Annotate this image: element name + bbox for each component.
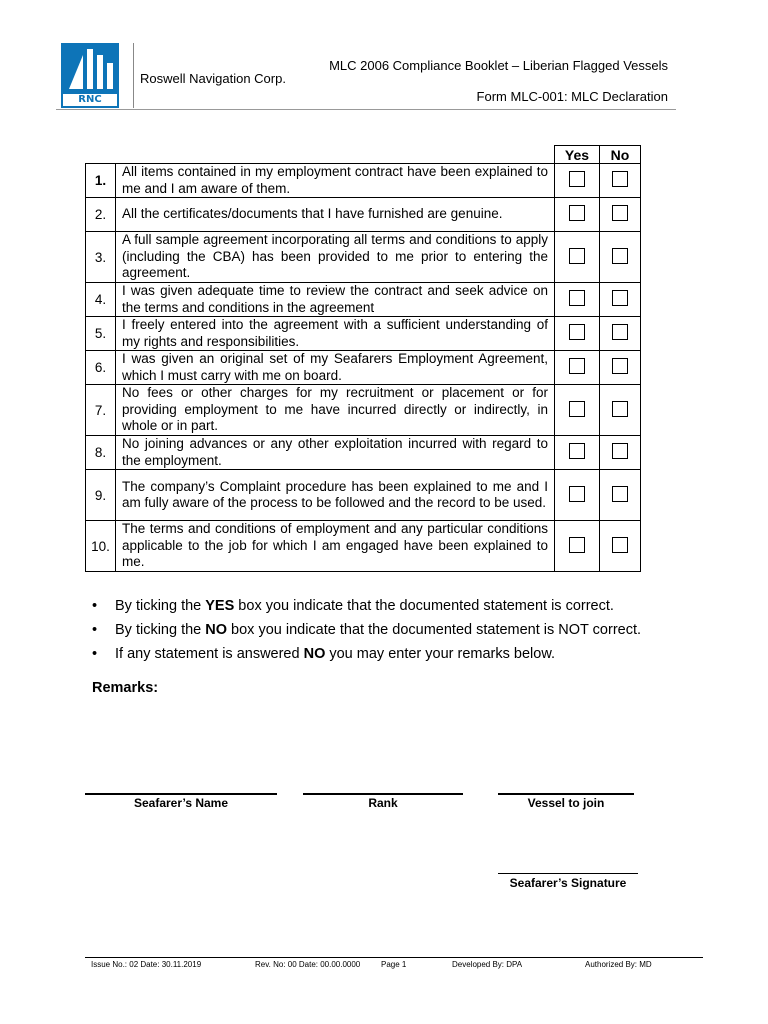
company-name: Roswell Navigation Corp. <box>140 71 286 86</box>
instructions-list <box>92 597 641 669</box>
no-cell <box>600 470 641 521</box>
no-checkbox[interactable] <box>612 290 628 306</box>
footer-page: Page 1 <box>381 960 407 969</box>
rank-label: Rank <box>368 796 398 810</box>
row-statement: All items contained in my employment contract have been explained to me and I am aware of them. <box>116 164 555 198</box>
yes-cell <box>555 164 600 198</box>
yes-checkbox[interactable] <box>569 358 585 374</box>
declaration-row <box>86 436 641 470</box>
footer-issue: Issue No.: 02 Date: 30.11.2019 <box>91 960 202 969</box>
no-checkbox[interactable] <box>612 401 628 417</box>
row-statement: I was given adequate time to review the contract and seek advice on the terms and conditions in the agreement <box>116 283 555 317</box>
row-statement: I freely entered into the agreement with a sufficient understanding of my rights and responsibilities. <box>116 317 555 351</box>
yes-checkbox[interactable] <box>569 401 585 417</box>
no-cell <box>600 164 641 198</box>
yes-cell <box>555 436 600 470</box>
yes-cell <box>555 198 600 232</box>
declaration-row <box>86 351 641 385</box>
yes-cell <box>555 521 600 572</box>
yes-checkbox[interactable] <box>569 443 585 459</box>
yes-cell <box>555 317 600 351</box>
document-title: MLC 2006 Compliance Booklet – Liberian Flagged Vessels <box>329 58 668 73</box>
row-number: 5. <box>86 317 116 351</box>
yes-checkbox[interactable] <box>569 486 585 502</box>
declaration-row <box>86 470 641 521</box>
yes-cell <box>555 351 600 385</box>
no-cell <box>600 198 641 232</box>
yes-checkbox[interactable] <box>569 205 585 221</box>
no-checkbox[interactable] <box>612 486 628 502</box>
row-statement: A full sample agreement incorporating all terms and conditions to apply (including the CBA) has been provided to me prior to entering the agreement. <box>116 232 555 283</box>
no-checkbox[interactable] <box>612 171 628 187</box>
no-cell <box>600 521 641 572</box>
no-cell <box>600 351 641 385</box>
footer-revision: Rev. No: 00 Date: 00.00.0000 <box>255 960 361 969</box>
seafarer-name-label: Seafarer’s Name <box>133 796 229 810</box>
row-number: 7. <box>86 385 116 436</box>
footer-rule <box>85 957 703 958</box>
yes-checkbox[interactable] <box>569 324 585 340</box>
row-number: 9. <box>86 470 116 521</box>
row-number: 4. <box>86 283 116 317</box>
no-checkbox[interactable] <box>612 205 628 221</box>
no-cell <box>600 317 641 351</box>
remarks-label: Remarks: <box>92 680 159 696</box>
row-number: 6. <box>86 351 116 385</box>
row-statement: No fees or other charges for my recruitment or placement or for providing employment to me have incurred directly or indirectly, in whole or in part. <box>116 385 555 436</box>
seafarer-name-line[interactable] <box>85 793 277 795</box>
declaration-row <box>86 521 641 572</box>
yes-column-header: Yes <box>555 146 600 164</box>
no-checkbox[interactable] <box>612 358 628 374</box>
row-number: 8. <box>86 436 116 470</box>
yes-checkbox[interactable] <box>569 537 585 553</box>
no-checkbox[interactable] <box>612 443 628 459</box>
row-statement: I was given an original set of my Seafarers Employment Agreement, which I must carry with me on board. <box>116 351 555 385</box>
declaration-row <box>86 317 641 351</box>
row-number: 2. <box>86 198 116 232</box>
declaration-row <box>86 164 641 198</box>
instruction-item: • By ticking the YES box you indicate that the documented statement is correct. <box>92 598 614 614</box>
footer-developed: Developed By: DPA <box>452 960 523 969</box>
logo-text: RNC <box>63 94 117 106</box>
row-statement: All the certificates/documents that I have furnished are genuine. <box>116 198 555 232</box>
page-header <box>56 40 676 110</box>
header-rule <box>56 109 676 110</box>
no-checkbox[interactable] <box>612 537 628 553</box>
no-cell <box>600 232 641 283</box>
declaration-row <box>86 198 641 232</box>
yes-checkbox[interactable] <box>569 248 585 264</box>
no-cell <box>600 283 641 317</box>
signature-label: Seafarer’s Signature <box>509 876 627 890</box>
no-checkbox[interactable] <box>612 248 628 264</box>
instruction-item: • By ticking the NO box you indicate that the documented statement is NOT correct. <box>92 622 642 638</box>
yes-checkbox[interactable] <box>569 290 585 306</box>
no-column-header: No <box>600 146 641 164</box>
header-divider <box>133 43 134 108</box>
no-cell <box>600 385 641 436</box>
vessel-line[interactable] <box>498 793 634 795</box>
vessel-label: Vessel to join <box>527 796 605 810</box>
rank-line[interactable] <box>303 793 463 795</box>
declaration-table <box>85 145 641 572</box>
yes-cell <box>555 232 600 283</box>
company-logo <box>61 43 119 108</box>
yes-cell <box>555 470 600 521</box>
declaration-row <box>86 283 641 317</box>
no-checkbox[interactable] <box>612 324 628 340</box>
declaration-row <box>86 232 641 283</box>
row-number: 10. <box>86 521 116 572</box>
signature-line[interactable] <box>498 873 638 874</box>
yes-checkbox[interactable] <box>569 171 585 187</box>
no-cell <box>600 436 641 470</box>
yes-cell <box>555 385 600 436</box>
declaration-row <box>86 385 641 436</box>
instruction-item: • If any statement is answered NO you may enter your remarks below. <box>92 646 556 662</box>
yes-cell <box>555 283 600 317</box>
row-statement: The company’s Complaint procedure has been explained to me and I am fully aware of the process to be followed and the record to be used. <box>116 470 555 521</box>
form-id: Form MLC-001: MLC Declaration <box>476 89 668 104</box>
row-number: 1. <box>86 164 116 198</box>
footer-authorized: Authorized By: MD <box>585 960 652 969</box>
row-statement: The terms and conditions of employment and any particular conditions applicable to the job for which I am engaged have been explained to me. <box>116 521 555 572</box>
row-number: 3. <box>86 232 116 283</box>
row-statement: No joining advances or any other exploitation incurred with regard to the employment. <box>116 436 555 470</box>
